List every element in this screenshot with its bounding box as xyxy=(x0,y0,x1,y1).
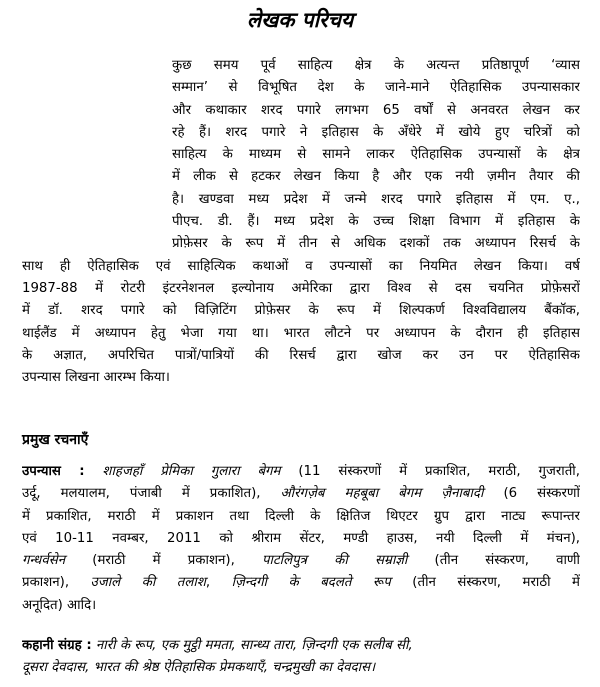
novels-line xyxy=(22,595,580,617)
novel-title: शाहजहाँ प्रेमिका गुलारा बेगम xyxy=(102,464,281,479)
bio-line: उपन्यास लिखना आरम्भ किया। xyxy=(22,370,170,386)
stories-line: दूसरा देवदास, भारत की श्रेष्ठ ऐतिहासिक प्रेमकथाएँ, चन्द्रमुखी का देवदास। xyxy=(22,660,376,676)
novel-detail: एवं 10-11 नवम्बर, 2011 को श्रीराम सेंटर, मण्डी हाउस, नयी दिल्ली में मंचन), xyxy=(22,530,580,546)
novel-title: औरंगज़ेब महबूबा बेगम ज़ैनाबादी xyxy=(280,486,484,502)
novels-section xyxy=(22,461,580,617)
novels-line xyxy=(22,528,580,550)
novel-detail: अनूदित) आदि। xyxy=(22,597,97,613)
novel-title: ज़िन्दगी के बदलते रूप xyxy=(231,575,391,591)
page-title: लेखक परिचय xyxy=(246,8,354,32)
bio-line: में लीक से हटकर लेखन किया है और एक नयी ज़मीन तैयार की xyxy=(172,169,580,185)
bio-line: साहित्य के माध्यम से सामने लाकर ऐतिहासिक उपन्यासों के क्षेत्र xyxy=(172,147,580,163)
stories-section xyxy=(22,635,580,680)
bio-line: रहे हैं। शरद पगारे ने इतिहास के अँधेरे में खोये हुए चरित्रों को xyxy=(172,124,580,140)
stories-titles: नारी के रूप, एक मुट्ठी ममता, सान्ध्य तारा, ज़िन्दगी एक सलीब सी, xyxy=(95,638,413,653)
bio-line: कुछ समय पूर्व साहित्य क्षेत्र के अत्यन्त प्रतिष्ठापूर्ण ‘व्यास xyxy=(172,58,580,73)
works-heading: प्रमुख रचनाएँ xyxy=(22,432,89,448)
novel-title: गन्धर्वसेन xyxy=(22,553,66,569)
novel-detail: (11 संस्करणों में प्रकाशित, मराठी, गुजराती, xyxy=(280,464,580,479)
bio-line: में डॉ. शरद पगारे को विज़िटिंग प्रोफ़ेसर के रूप में शिल्पकर्ण विश्वविद्यालय बैंकॉक, xyxy=(22,303,580,319)
bio-line: थाईलैंड में अध्यापन हेतु भेजा गया था। भारत लौटने पर अध्यापन के दौरान ही इतिहास xyxy=(22,325,580,341)
bio-line: पीएच. डी. हैं। मध्य प्रदेश के उच्च शिक्षा विभाग में इतिहास के xyxy=(172,214,580,230)
novel-detail: (मराठी में प्रकाशन), xyxy=(65,553,262,569)
bio-line: साथ ही ऐतिहासिक एवं साहित्यिक कथाओं व उपन्यासों का नियमित लेखन किया। वर्ष xyxy=(22,258,580,274)
novel-detail: , xyxy=(205,575,232,591)
novels-line xyxy=(22,550,580,572)
novel-detail: (तीन संस्करण, मराठी में xyxy=(390,575,580,591)
novels-line xyxy=(22,572,580,594)
bio-line: के अज्ञात, अपरिचित पात्रों/पात्रियों की रिसर्च द्वारा खोज कर उन पर ऐतिहासिक xyxy=(22,347,580,363)
bio-line: प्रोफ़ेसर के रूप में तीन से अधिक दशकों तक अध्यापन रिसर्च के xyxy=(172,236,580,252)
novel-title: उजाले की तलाश xyxy=(90,575,206,591)
novel-detail: में प्रकाशित, मराठी में प्रकाशन तथा दिल्ली के क्षितिज थिएटर ग्रुप द्वारा नाट्य रूपान्तर xyxy=(22,508,580,524)
novel-title: पाटलिपुत्र की सम्राज्ञी xyxy=(261,553,408,569)
novels-line xyxy=(22,483,580,505)
stories-line xyxy=(22,635,580,657)
stories-label: कहानी संग्रह : xyxy=(22,638,92,653)
novel-detail: (6 संस्करणों xyxy=(483,486,580,502)
novels-label: उपन्यास : xyxy=(22,464,85,479)
novel-detail: (तीन संस्करण, वाणी xyxy=(407,553,580,569)
novels-line xyxy=(22,506,580,528)
bio-line: है। खण्डवा मध्य प्रदेश में जन्मे शरद पगारे इतिहास में एम. ए., xyxy=(172,191,580,207)
novel-detail: उर्दू, मलयालम, पंजाबी में प्रकाशित), xyxy=(22,486,281,502)
novel-detail: प्रकाशन), xyxy=(22,575,91,591)
author-bio xyxy=(22,55,580,389)
novels-line xyxy=(22,461,580,483)
bio-line: और कथाकार शरद पगारे लगभग 65 वर्षों से अनवरत लेखन कर xyxy=(172,102,580,118)
bio-line: सम्मान’ से विभूषित देश के जाने-माने ऐतिहासिक उपन्यासकार xyxy=(172,80,580,96)
bio-line: 1987-88 में रोटरी इंटरनेशनल इल्योनाय अमेरिका द्वारा विश्व से दस चयनित प्रोफ़ेसरों xyxy=(22,280,580,296)
